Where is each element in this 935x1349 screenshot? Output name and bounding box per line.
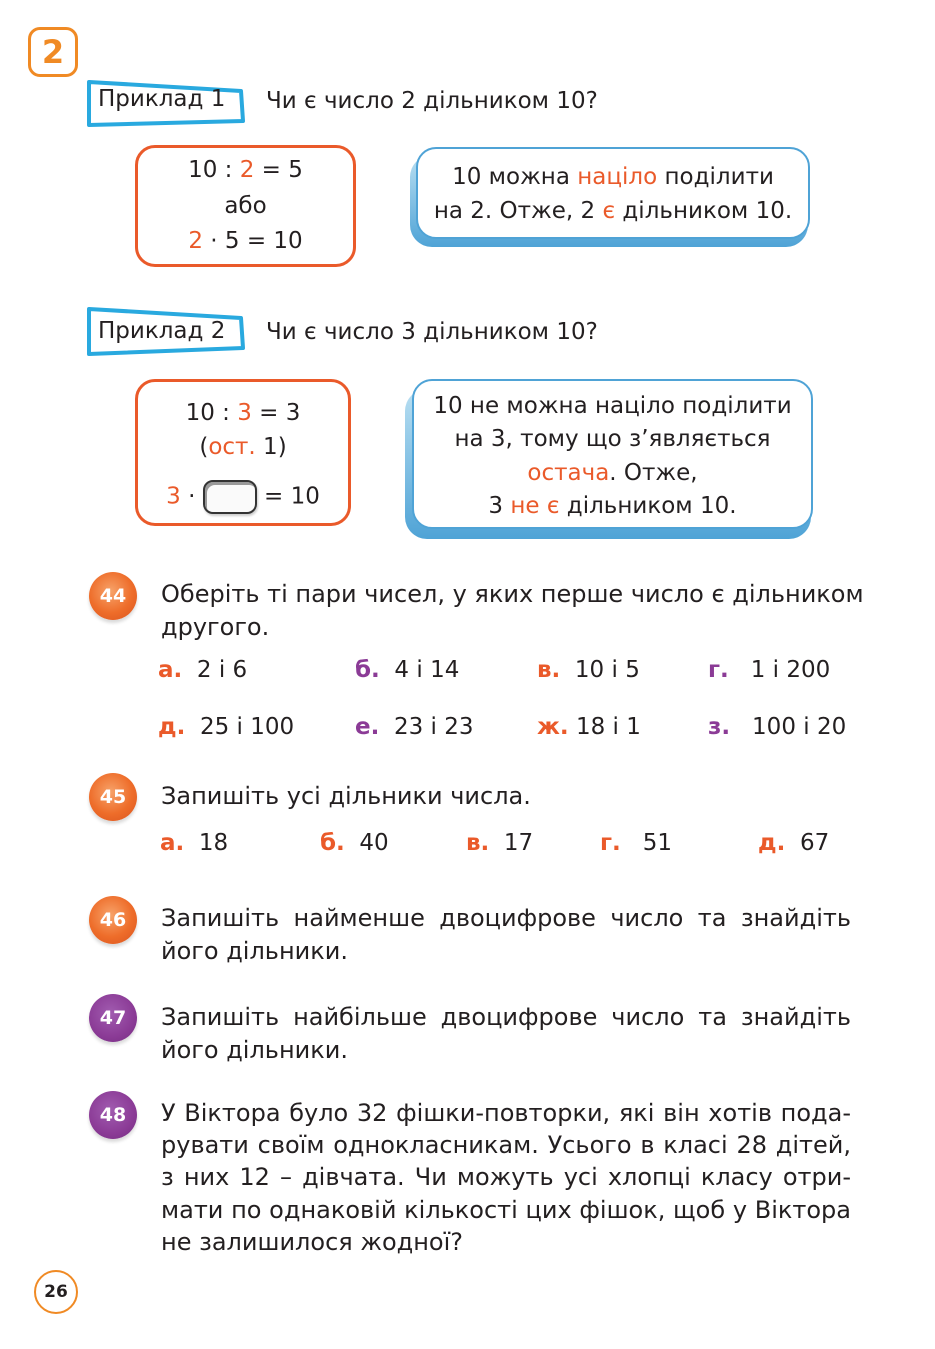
task-44-text-line-1: Оберіть ті пари чисел, у яких перше число є дільником bbox=[161, 580, 864, 608]
calc-line-1: 10 : 2 = 5 bbox=[188, 157, 303, 183]
example-2-question: Чи є число 3 дільником 10? bbox=[266, 319, 598, 345]
info-line-3: остача. Отже, bbox=[527, 460, 698, 486]
example-1-tag bbox=[86, 79, 246, 119]
calc-line-1: 10 : 3 = 3 bbox=[185, 400, 301, 426]
task-number-badge: 46 bbox=[89, 896, 137, 944]
example-1-info-box bbox=[410, 147, 810, 247]
task-45-option: а. 18 bbox=[160, 830, 229, 856]
task-48-text-line-5: не залишилося жодної? bbox=[161, 1228, 464, 1256]
task-number-badge: 44 bbox=[89, 572, 137, 620]
info-line-1: 10 можна націло поділити bbox=[452, 164, 774, 190]
task-44-option: в. 10 і 5 bbox=[537, 657, 640, 683]
task-45-text-line-1: Запишіть усі дільники числа. bbox=[161, 782, 531, 810]
task-46-text-line-2: його дільники. bbox=[161, 937, 348, 965]
page-number: 26 bbox=[34, 1270, 78, 1314]
example-2-tag-label: Приклад 2 bbox=[98, 318, 226, 344]
info-line-2: на 3, тому що з’являється bbox=[454, 426, 771, 452]
info-line-2: на 2. Отже, 2 є дільником 10. bbox=[433, 198, 793, 224]
calc-line-2: (ост. 1) bbox=[199, 434, 287, 460]
task-44-option: е. 23 і 23 bbox=[355, 714, 474, 740]
task-number-badge: 45 bbox=[89, 773, 137, 821]
task-48-text-line-2: рувати своїм однокласникам. Усього в класі 28 дітей, bbox=[161, 1131, 851, 1159]
example-2-calc-box bbox=[135, 379, 351, 526]
example-2-info-box bbox=[405, 379, 813, 539]
example-1-question: Чи є число 2 дільником 10? bbox=[266, 88, 598, 114]
task-45-option: г. 51 bbox=[600, 830, 672, 856]
task-number-badge: 47 bbox=[89, 994, 137, 1042]
section-number-badge: 2 bbox=[28, 27, 78, 77]
calc-line-3: 3 · = 10 bbox=[138, 480, 348, 514]
task-44-option: а. 2 і 6 bbox=[158, 657, 248, 683]
example-1-tag-label: Приклад 1 bbox=[98, 86, 226, 112]
task-44-option: з. 100 і 20 bbox=[708, 714, 847, 740]
task-45-option: в. 17 bbox=[466, 830, 534, 856]
example-1-calc-box bbox=[135, 145, 356, 267]
task-45-option: б. 40 bbox=[320, 830, 389, 856]
info-line-1: 10 не можна націло поділити bbox=[433, 393, 792, 419]
task-44-option: г. 1 і 200 bbox=[708, 657, 831, 683]
task-45-option: д. 67 bbox=[758, 830, 830, 856]
task-47-text-line-1: Запишіть найбільше двоцифрове число та знайдіть bbox=[161, 1003, 851, 1031]
task-46-text-line-1: Запишіть найменше двоцифрове число та знайдіть bbox=[161, 904, 851, 932]
task-44-text-line-2: другого. bbox=[161, 613, 270, 641]
task-47-text-line-2: його дільники. bbox=[161, 1036, 348, 1064]
info-line-4: 3 не є дільником 10. bbox=[488, 493, 737, 519]
example-2-tag bbox=[86, 306, 246, 346]
calc-line-3: 2 · 5 = 10 bbox=[188, 228, 303, 254]
task-48-text-line-3: з них 12 – дівчата. Чи можуть усі хлопці класу отри- bbox=[161, 1163, 851, 1191]
task-48-text-line-1: У Віктора було 32 фішки-повторки, які він хотів пода- bbox=[161, 1099, 851, 1127]
task-number-badge: 48 bbox=[89, 1091, 137, 1139]
calc-line-2: або bbox=[224, 193, 267, 219]
task-44-option: б. 4 і 14 bbox=[355, 657, 460, 683]
task-44-option: д. 25 і 100 bbox=[158, 714, 295, 740]
task-48-text-line-4: мати по однаковій кількості цих фішок, щоб у Віктора bbox=[161, 1196, 851, 1224]
task-44-option: ж. 18 і 1 bbox=[537, 714, 641, 740]
answer-blank-box bbox=[203, 480, 257, 514]
